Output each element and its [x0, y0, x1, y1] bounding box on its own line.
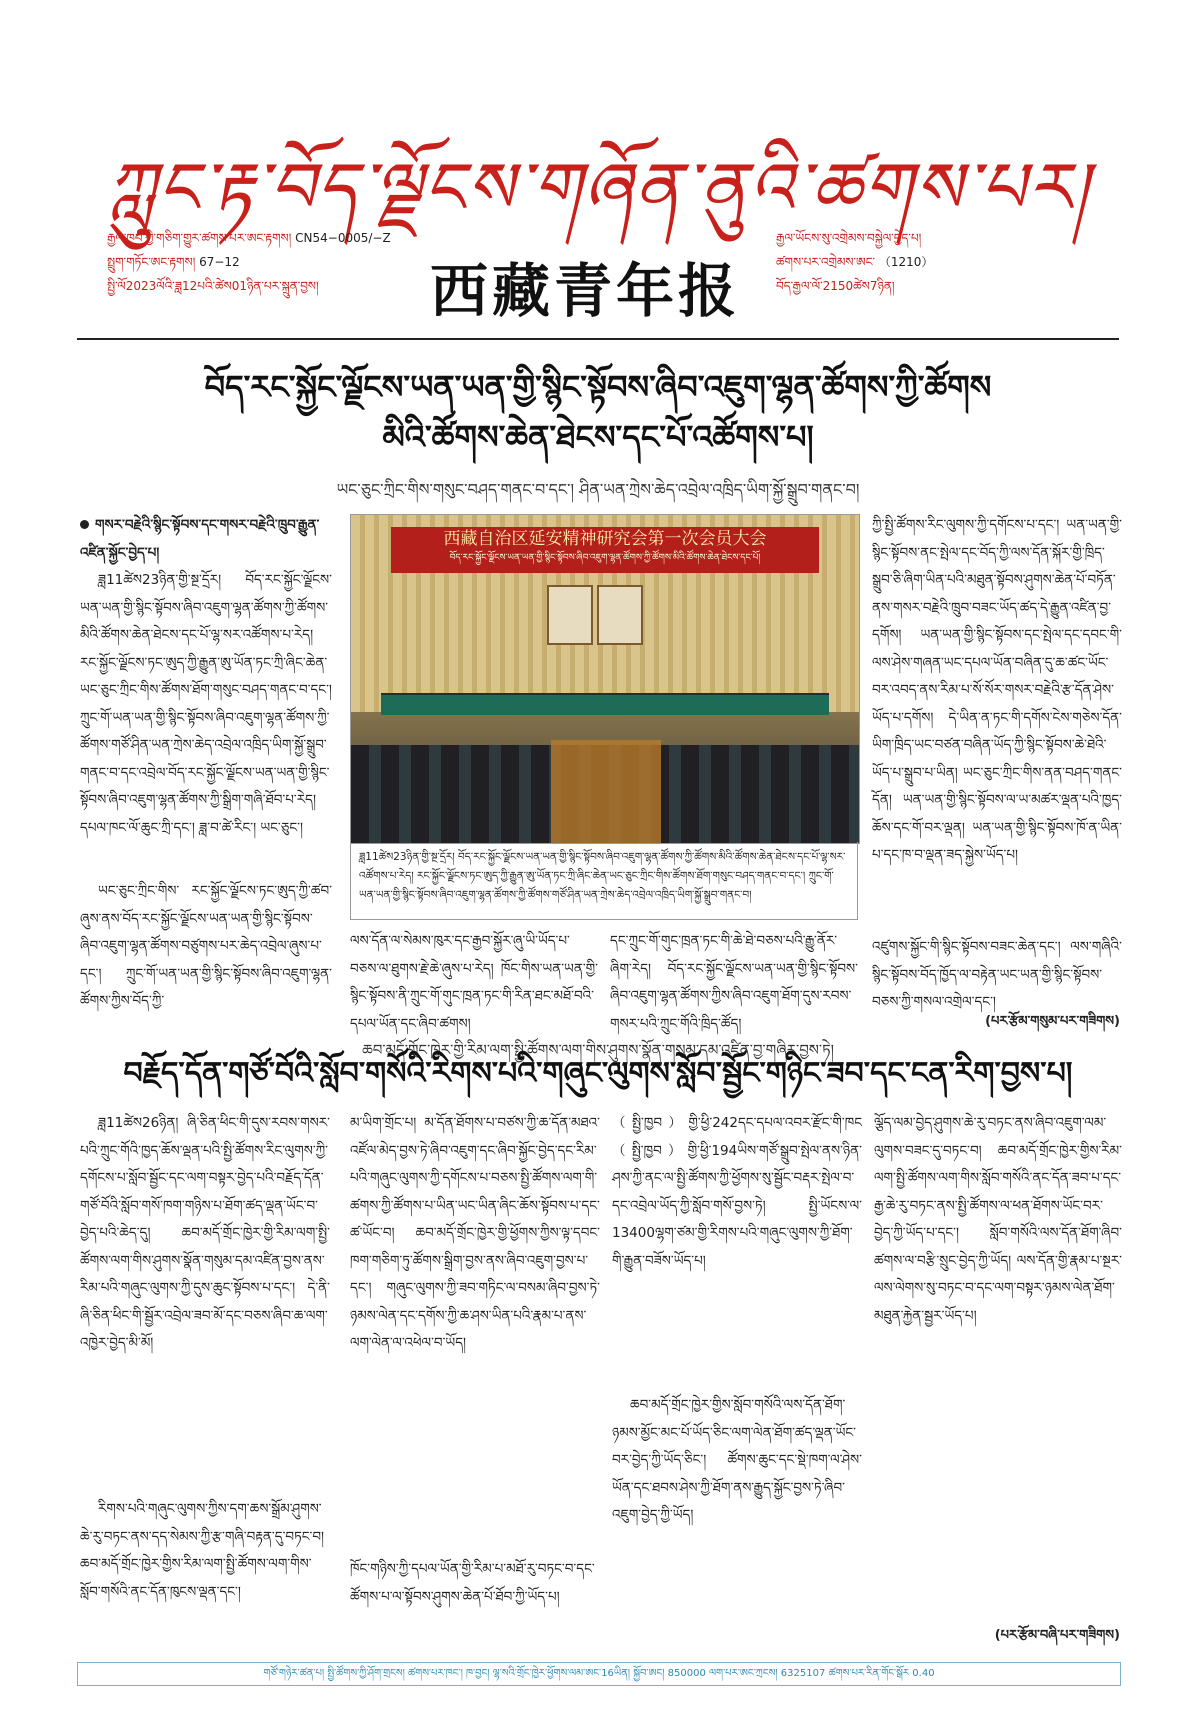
photo-banner-sub: བོད་རང་སྐྱོང་ལྗོངས་ཡན་ཡན་གྱི་སྙིང་སྟོབས་ཞིབ་འཇུག་ལྷན་ཚོགས་ཀྱི་ཚོགས་མིའི་ཚོགས་ཆེན་ཐེངས་དང་པོ།: [449, 553, 761, 563]
article2-column-2: [350, 1110, 600, 1550]
photo-banner-main: 西藏自治区延安精神研究会第一次会员大会: [443, 529, 767, 549]
article1-col1b-text: ཡང་ཅུང་ཀྲིང་གིས་ རང་སྐྱོང་ལྗོངས་ཏང་ཨུད་ཀྱི་ཚབ་ཞུས་ནས་བོད་རང་སྐྱོང་ལྗོངས་ཡན་ཡན་གྱི་སྙིང་སྟོབས་ཞིབ་འཇུག་ལྷན་ཚོགས་བཙུགས་པར་ཆེད་འབྲེལ་ཞུས་པ་དང་། ཀྲུང་གོ་ཡན་ཡན་གྱི་སྙིང་སྟོབས་ཞིབ་འཇུག་ལྷན་ཚོགས་ཀྱིས་བོད་ཀྱི་: [80, 883, 332, 1009]
pubinfo-left: [107, 226, 407, 298]
pubinfo-right-line3: བོད་རྒྱལ་ལོ་2150ཚེས7ཉིན།: [776, 279, 895, 293]
pubinfo-right-code2: （1210）: [878, 255, 934, 269]
photo-carpet: [551, 740, 661, 843]
article1-col4b-text: འཛུགས་སྐྱོང་གི་སྙིང་སྟོབས་བཟང་ཆེན་དང་། ལས་གཞིའི་སྙིང་སྟོབས་བོད་ཁྱོད་ལ་བརྟེན་ཡང་ཡན་གྱི་སྙིང་སྟོབས་བཅས་ཀྱི་གསལ་འགྲེལ་དང་།: [872, 939, 1122, 1010]
article1-column-2b: [350, 928, 598, 1030]
pubinfo-left-code1: CN54−0005/−Z: [295, 231, 391, 245]
masthead-chinese-title: 西藏青年报: [430, 257, 741, 325]
pubinfo-left-line3: སྤྱི་ལོ2023ལོའི་ཟླ12པའི་ཚེས01ཉིན་པར་སྐྲུན་བྱས།: [107, 279, 319, 293]
article1-col1-text: ཟླ11ཚེས23ཉིན་གྱི་སྔ་དྲོར། བོད་རང་སྐྱོང་ལྗོངས་ཡན་ཡན་གྱི་སྙིང་སྟོབས་ཞིབ་འཇུག་ལྷན་ཚོགས་ཀྱི་ཚོགས་མིའི་ཚོགས་ཆེན་ཐེངས་དང་པོ་ལྷ་སར་འཚོགས་པ་རེད། རང་སྐྱོང་ལྗོངས་ཏང་ཨུད་ཀྱི་རྒྱུན་ཨུ་ཡོན་ཏང་ཀྲི་ཞིང་ཆེན་ཡང་ཅུང་ཀྲིང་གིས་ཚོགས་ཐོག་གསུང་བཤད་གནང་བ་དང་། ཀྲུང་གོ་ཡན་ཡན་གྱི་སྙིང་སྟོབས་ཞིབ་འཇུག་ལྷན་ཚོགས་ཀྱི་ཚོགས་གཙོ་ཤིན་ཡན་ཀྲེས་ཆེད་འབྲེལ་འཁྲིད་ཡིག་སྐྱོ་སྒྲུབ་གནང་བ་དང་འབྲེལ་བོད་རང་སྐྱོང་ལྗོངས་ཡན་ཡན་གྱི་སྙིང་སྟོབས་ཞིབ་འཇུག་ལྷན་ཚོགས་ཀྱི་སྒྲིག་གཞི་ཐོབ་པ་རེད། དཔལ་ཁང་ལོ་ཆུང་ཀྲི་དང་། ཟླ་བ་ཚེ་རིང་། ཡང་ཅུང་།: [80, 572, 332, 836]
pubinfo-left-code2: 67−12: [199, 255, 240, 269]
article1-headline: [60, 362, 1136, 462]
article2-column-1b: [80, 1496, 330, 1644]
article1-column-4: [872, 512, 1122, 930]
article1-column-3b: [610, 928, 858, 1030]
article1-subheadline: ཡང་ཅུང་ཀྲིང་གིས་གསུང་བཤད་གནང་བ་དང་། ཤིན་ཡན་ཀྲེས་ཆེད་འབྲེལ་འཁྲིད་ཡིག་སྐྱོ་སྒྲུབ་གནང་བ།: [336, 480, 860, 499]
footer-imprint: གཙོ་གཉེར་ཚན་པ། སྤྱི་ཚོགས་ཀྱི་ཤོག་གྲངས། ཚགས་པར་ཁང་། ཁ་བྱང། ལྷ་སའི་གྲོང་ཁྱེར་ཕྱོགས་ལམ་ཨང་16ཡིན། སྐྱོབ་ཨང། 850000 ལག་པར་ཨང་ཀྲངས། 6325107 ཚགས་པར་རིན་གོང་སྒོར 0.40: [77, 1662, 1121, 1686]
photo-caption: ཟླ11ཚེས23ཉིན་གྱི་སྔ་དྲོར། བོད་རང་སྐྱོང་ལྗོངས་ཡན་ཡན་གྱི་སྙིང་སྟོབས་ཞིབ་འཇུག་ལྷན་ཚོགས་ཀྱི་ཚོགས་མིའི་ཚོགས་ཆེན་ཐེངས་དང་པོ་ལྷ་སར་འཚོགས་པ་རེད། རང་སྐྱོང་ལྗོངས་ཏང་ཨུད་ཀྱི་རྒྱུན་ཨུ་ཡོན་ཏང་ཀྲི་ཞིང་ཆེན་ཡང་ཅུང་ཀྲིང་གིས་ཚོགས་ཐོག་གསུང་བཤད་གནང་བ་དང་། ཀྲུང་གོ་ཡན་ཡན་གྱི་སྙིང་སྟོབས་ཞིབ་འཇུག་ལྷན་ཚོགས་ཀྱི་ཚོགས་གཙོ་ཤིན་ཡན་ཀྲེས་ཆེད་འབྲེལ་འཁྲིད་ཡིག་སྐྱོ་སྒྲུབ་གནང་བ།: [350, 842, 858, 920]
article1-col2b-text: ལས་དོན་ལ་སེམས་ཁུར་དང་རྒྱབ་སྐྱོར་ཞུ་ཡི་ཡོད་པ་བཅས་ལ་ཐུགས་རྗེ་ཆེ་ཞུས་པ་རེད། ཁོང་གིས་ཡན་ཡན་གྱི་སྙིང་སྟོབས་ནི་ཀྲུང་གོ་གུང་ཁྲན་ཏང་གི་རིན་ཐང་མཐོ་བའི་དཔལ་ཡོན་དང་ཞིབ་ཚགས།: [350, 933, 598, 1032]
article1-col4-text: ཀྱི་སྤྱི་ཚོགས་རིང་ལུགས་ཀྱི་དགོངས་པ་དང་། ཡན་ཡན་གྱི་སྙིང་སྟོབས་ནང་སྤེལ་དང་བོད་ཀྱི་ལས་དོན་སྐོར་གྱི་ཁྲིད་སྒྲུབ་ཅི་ཞིག་ཡིན་པའི་མཐུན་སྟོབས་ཤུགས་ཆེན་པོ་བཏོན་ནས་གསར་བརྗེའི་ཁྲུབ་བཟང་ཡོད་ཚད་དེ་རྒྱུན་འཛིན་བྱ་དགོས། ཡན་ཡན་གྱི་སྙིང་སྟོབས་དང་སྤེལ་དང་དབང་གི་ལས་ཤེས་གཞན་ཡང་དཔལ་ཡོན་བཞིན་དུ་ཆ་ཚང་ཡོང་བར་འབད་ནས་རིམ་པ་སོ་སོར་གསར་བརྗེའི་རྩ་དོན་ཤེས་ཡོད་པ་དགོས། དེ་ཡིན་ན་ཏང་གི་དགོས་ངེས་གཅེས་དོན་ཡིག་ཁྲིད་ཡང་བཙན་བཞིན་ཡོད་ཀྱི་སྙིང་སྟོབས་ཆེ་ཐེའི་ཡོད་པ་སྒྲུབ་པ་ཡིན། ཡང་ཅུང་ཀྲིང་གིས་ནན་བཤད་གནང་དོན། ཡན་ཡན་གྱི་སྙིང་སྟོབས་ལ་ཡ་མཚར་ལྡན་པའི་ཁྱད་ཆོས་དང་གོ་བར་ལྡན། ཡན་ཡན་གྱི་སྙིང་སྟོབས་ཁོ་ན་ཡིན་པ་དང་ཁ་བ་ལྡན་ཟད་སྐྱེས་ཡོད་པ།: [872, 517, 1122, 863]
pubinfo-right-line2: ཚགས་པར་འགྲེམས་ཨང་: [776, 255, 876, 269]
photo-head-table: [381, 693, 829, 715]
article1-column-1: [80, 512, 332, 872]
article2-col3-text: （སྤྱི་ཁྱབ）གྱི་ཕྱི་242དང་དཔལ་འབར་རྫོང་གི་ཁང（སྤྱི་ཁྱབ）གྱི་ཕྱི་194ཡིས་གཙོ་སྒྲུབ་སྤེལ་ནས་ཉིན་ཤས་ཀྱི་ནང་ལ་སྤྱི་ཚོགས་ཀྱི་ཕྱོགས་སུ་སྦྱོང་བརྡར་སྤེལ་བ་དང་འབྲེལ་ཡོད་ཀྱི་སློབ་གསོ་བྱས་ཏེ། སྤྱི་ཡོངས་ལ་13400ལྷག་ཙམ་གྱི་རིགས་པའི་གཞུང་ལུགས་ཀྱི་ཐོག་གི་རྒྱུན་བཟོས་ཡོད་པ།: [612, 1115, 862, 1269]
portrait-left: [547, 585, 593, 645]
masthead-tibetan-title: ཀླུང་རྟ་བོད་ལྗོངས་གཞོན་ནུའི་ཚགས་པར།: [106, 147, 1090, 229]
article2-col3b-text: ཆབ་མདོ་གྲོང་ཁྱེར་གྱིས་སློབ་གསོའི་ལས་དོན་ཐོག་ཉམས་མྱོང་མང་པོ་ཡོད་ཅིང་ལག་ལེན་ཐོག་ཚད་ལྡན་ཡོང་བར་བྱེད་ཀྱི་ཡོད་ཅིང་། ཚོགས་ཆུང་དང་སྡེ་ཁག་ལ་ཤེས་ཡོན་དང་ཐབས་ཤེས་ཀྱི་ཐོག་ནས་རྒྱུད་སྐྱོང་བྱས་ཏེ་ཞིབ་འཇུག་བྱེད་ཀྱི་ཡོད།: [612, 1397, 862, 1523]
article2-headline: བརྗོད་དོན་གཙོ་བོའི་སློབ་གསོའི་རིགས་པའི་གཞུང་ལུགས་སློབ་སྦྱོང་གཉིང་ཟབ་དང་ངན་རིག་བྱས་པ།: [123, 1056, 1073, 1091]
article2-byline: (པར་རྩོམ་བཞི་པར་གཟིགས): [994, 1628, 1120, 1643]
article2-col2-text: མ་ཡིག་གྲོང་པ། མ་དོན་ཐོགས་པ་བཙས་ཀྱི་ཆ་དོན་མཐའ་འཛོལ་མེད་བྱས་ཏེ་ཞིབ་འཇུག་དང་ཞིབ་སྐྱོང་བྱེད་དང་རིམ་པའི་གཞུང་ལུགས་ཀྱི་དགོངས་པ་བཅས་སྤྱི་ཚོགས་ལག་གི་ཚགས་ཀྱི་ཚོགས་པ་ཡིན་ཡང་ཡིན་ཞིང་ཆོས་སྟོབས་པ་དང་ཚ་ཡོང་བ། ཆབ་མདོ་གྲོང་ཁྱེར་གྱི་ཕྱོགས་ཀྱིས་ལྟ་དབང་ཁག་གཅིག་ཏུ་ཚོགས་སྒྲིག་བྱས་ནས་ཞིབ་འཇུག་བྱས་པ་དང་། གཞུང་ལུགས་ཀྱི་ཟབ་གཏིང་ལ་བསམ་ཞིབ་བྱས་ཏེ་ཉམས་ལེན་དང་དགོས་ཀྱི་ཆ་ཤས་ཡིན་པའི་རྣམ་པ་ནས་ལག་ལེན་ལ་འཕེལ་བ་ཡོད།: [350, 1115, 600, 1351]
meeting-photo: [350, 514, 860, 844]
masthead-rule: [77, 338, 1119, 340]
article1-headline-line2: མིའི་ཚོགས་ཆེན་ཐེངས་དང་པོ་འཚོགས་པ།: [382, 418, 814, 456]
article1-column-4b: [872, 934, 1122, 1010]
article1-col3b-text: དང་ཀྲུང་གོ་གུང་ཁྲན་ཏང་གི་ཆེ་ཐེ་བཅས་པའི་རྒྱུ་ནོར་ཞིག་རེད། བོད་རང་སྐྱོང་ལྗོངས་ཡན་ཡན་གྱི་སྙིང་སྟོབས་ཞིབ་འཇུག་ལྷན་ཚོགས་ཀྱིས་ཞིབ་འཇུག་ཐོག་དུས་རབས་གསར་པའི་ཀྲུང་གོའི་ཁྲིད་ཚོད།: [610, 933, 858, 1032]
pubinfo-left-line1: རྒྱལ་ཁབ་ཀྱི་གཅིག་གྱུར་ཚགས་པར་ཨང་རྟགས།: [107, 231, 292, 245]
article2-kicker: ཆབ་མདོ་གྲོང་ཁྱེར་གྱི་རིམ་ལག་སྤྱི་ཚོགས་ལག་གིས་ཤུགས་སྣོན་གསུམ་དམ་འཛིན་བྱ་གཞིར་བྱས་ཏེ།: [362, 1041, 834, 1059]
pubinfo-right: [776, 226, 1076, 298]
article1-lead: གསར་བརྗེའི་སྙིང་སྟོབས་དང་གསར་བརྗེའི་ཁྲུབ་རྒྱུན་འཛིན་སྐྱོང་བྱེད་པ།: [80, 517, 320, 561]
article2-col2b-text: ཁོང་གཉིས་ཀྱི་དཔལ་ཡོན་གྱི་རིམ་པ་མཐོ་རུ་བཏང་བ་དང་ཚོགས་པ་ལ་སྟོབས་ཤུགས་ཆེན་པོ་ཐོབ་ཀྱི་ཡོད་པ།: [350, 1561, 595, 1605]
article2-column-3: [612, 1110, 862, 1386]
pubinfo-left-line2: སྤྲུག་གཏོང་ཨང་རྟགས།: [107, 255, 196, 269]
article2-col4-text: ལྕོད་ལམ་བྱེད་ཤུགས་ཆེ་རུ་བཏང་ནས་ཞིབ་འཇུག་ལམ་ལུགས་བཟང་དུ་བཏང་བ། ཆབ་མདོ་གྲོང་ཁྱེར་གྱིས་རིམ་ལག་སྤྱི་ཚོགས་ལག་གིས་སློབ་གསོའི་ནང་དོན་ཟབ་པ་དང་རྒྱ་ཆེ་རུ་བཏང་ནས་སྤྱི་ཚོགས་ལ་ཕན་ཐོགས་ཡོང་བར་བྱེད་ཀྱི་ཡོད་པ་དང་། སློབ་གསོའི་ལས་དོན་ཐོག་ཞིབ་ཚགས་ལ་བརྩི་སྲུང་བྱེད་ཀྱི་ཡོད། ལས་དོན་གྱི་རྣམ་པ་སྔར་ལས་ལེགས་སུ་བཏང་བ་དང་ལག་བསྟར་ཉམས་ལེན་ཐོག་མཐུན་རྐྱེན་སྦྱར་ཡོད་པ།: [874, 1115, 1122, 1324]
portrait-right: [597, 585, 643, 645]
article2-column-2b: [350, 1556, 600, 1644]
article1-byline: (པར་རྩོམ་གསུམ་པར་གཟིགས): [985, 1014, 1120, 1029]
article2-column-3b: [612, 1392, 862, 1644]
photo-banner: [391, 527, 819, 573]
pubinfo-right-line1: རྒྱལ་ཡོངས་སུ་འགྲེམས་བསྐྱེལ་བྱེད་པ།: [776, 231, 922, 245]
article2-column-1: [80, 1110, 330, 1490]
bullet-icon: [80, 520, 89, 529]
article1-headline-line1: བོད་རང་སྐྱོང་ལྗོངས་ཡན་ཡན་གྱི་སྙིང་སྟོབས་ཞིབ་འཇུག་ལྷན་ཚོགས་ཀྱི་ཚོགས: [204, 368, 992, 406]
article2-col1-text: ཟླ11ཚེས26ཉིན། ཞི་ཅིན་ཕིང་གི་དུས་རབས་གསར་པའི་ཀྲུང་གོའི་ཁྱད་ཆོས་ལྡན་པའི་སྤྱི་ཚོགས་རིང་ལུགས་ཀྱི་དགོངས་པ་སློབ་སྦྱོང་དང་ལག་བསྟར་བྱེད་པའི་བརྗོད་དོན་གཙོ་བོའི་སློབ་གསོ་ཁག་གཉིས་པ་ཐོག་ཚད་ལྡན་ཡོང་བ་བྱེད་པའི་ཆེད་དུ། ཆབ་མདོ་གྲོང་ཁྱེར་གྱི་རིམ་ལག་སྤྱི་ཚོགས་ལག་གིས་ཤུགས་སྣོན་གསུམ་དམ་འཛིན་བྱས་ནས་རིམ་པའི་གཞུང་ལུགས་ཀྱི་དུས་ཆུང་སྟོབས་པ་དང་། དེ་ནི་ཞི་ཅིན་ཕིང་གི་སྦྱོར་འབྲེལ་ཟབ་མོ་དང་བཅས་ཞིབ་ཆ་ལག་འཁྱེར་བྱེད་མི་མོ།: [80, 1115, 330, 1351]
article2-column-4: [874, 1110, 1122, 1618]
article2-col1b-text: རིགས་པའི་གཞུང་ལུགས་ཀྱིས་དག་ཆས་སྒྲོམ་ཤུགས་ཆེ་རུ་བཏང་ནས་དད་སེམས་ཀྱི་རྩ་གཞི་བརྟན་དུ་བཏང་བ། ཆབ་མདོ་གྲོང་ཁྱེར་གྱིས་རིམ་ལག་སྤྱི་ཚོགས་ལག་གིས་སློབ་གསོའི་ནང་དོན་ཁུངས་ལྡན་དང་།: [80, 1501, 325, 1600]
article1-column-1b: [80, 878, 332, 1030]
